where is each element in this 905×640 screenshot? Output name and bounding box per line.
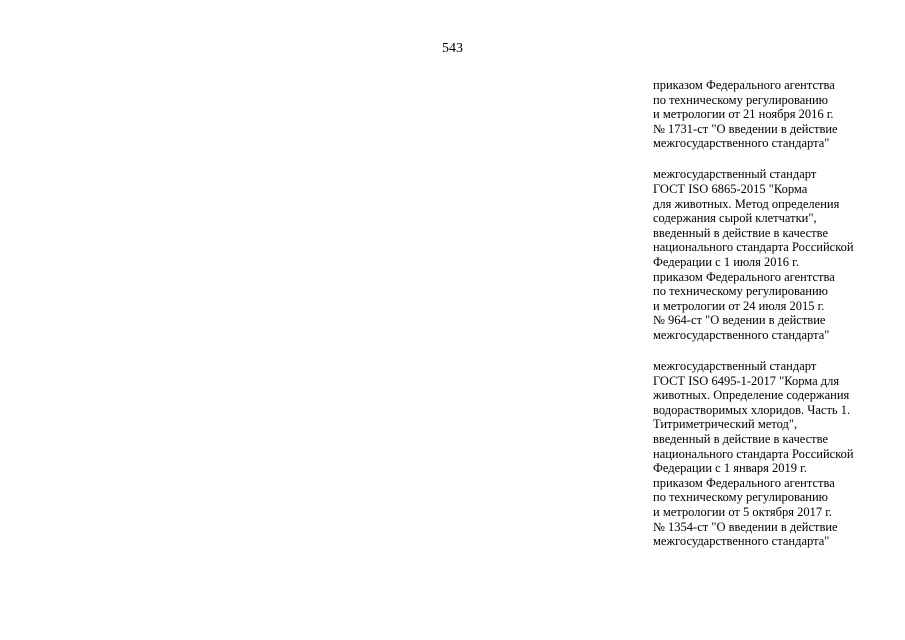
text-line: межгосударственный стандарт [653,359,817,374]
text-line: животных. Определение содержания [653,388,850,403]
text-line: введенный в действие в качестве [653,225,829,240]
text-line: № 1731-ст "О введении в действие [653,121,838,136]
text-line: национального стандарта Российской [653,446,854,461]
text-line: приказом Федерального агентства [653,269,835,284]
text-block-order-1731 [653,78,893,151]
text-line: и метрологии от 24 июля 2015 г. [653,298,825,313]
text-column [653,78,893,565]
page-number: 543 [442,41,463,56]
text-block-gost-iso-6865 [653,167,893,342]
text-line: водорастворимых хлоридов. Часть 1. [653,402,851,417]
text-line: № 1354-ст "О введении в действие [653,519,838,534]
text-line: введенный в действие в качестве [653,432,829,447]
text-line: и метрологии от 5 октября 2017 г. [653,505,833,520]
text-line: приказом Федерального агентства [653,475,835,490]
text-line: по техническому регулированию [653,92,829,107]
text-line: межгосударственного стандарта" [653,328,830,342]
text-line: межгосударственный стандарт [653,167,817,182]
text-line: по техническому регулированию [653,490,829,505]
text-line: межгосударственного стандарта" [653,136,830,151]
text-line: национального стандарта Российской [653,240,854,255]
text-line: межгосударственного стандарта" [653,534,830,549]
text-line: Федерации с 1 июля 2016 г. [653,255,800,270]
text-line: приказом Федерального агентства [653,78,835,92]
text-block-gost-iso-6495-1 [653,359,893,549]
text-line: № 964-ст "О ведении в действие [653,313,826,328]
text-line: содержания сырой клетчатки", [653,211,817,226]
text-line: по техническому регулированию [653,284,829,299]
text-line: для животных. Метод определения [653,196,840,211]
text-line: ГОСТ ISO 6865-2015 "Корма [653,182,808,197]
text-line: и метрологии от 21 ноября 2016 г. [653,107,834,122]
text-line: Федерации с 1 января 2019 г. [653,461,808,476]
text-line: ГОСТ ISO 6495-1-2017 "Корма для [653,373,840,388]
text-line: Титриметрический метод", [653,417,798,432]
